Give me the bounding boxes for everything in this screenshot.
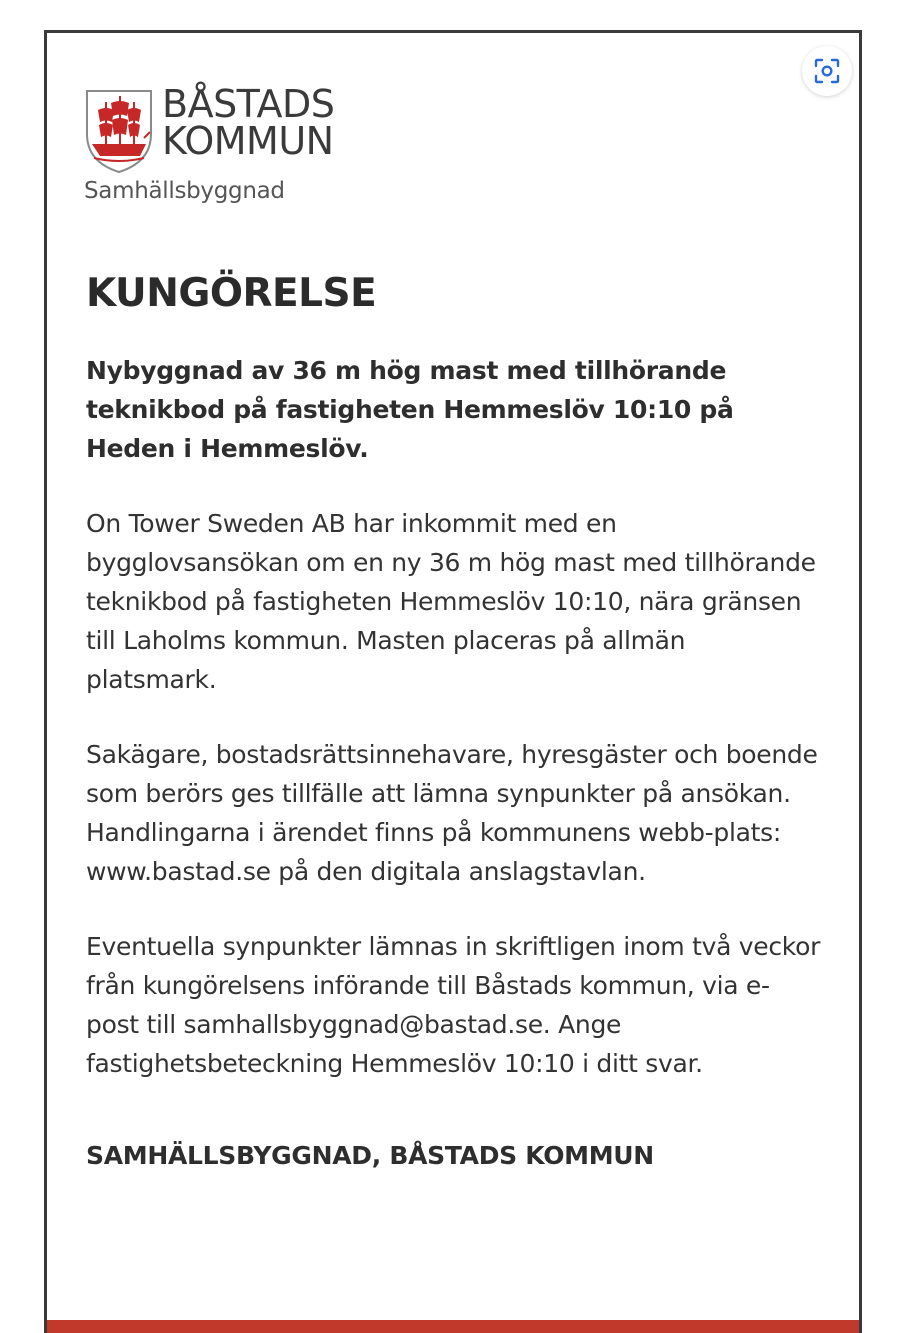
notice-paragraph-1: On Tower Sweden AB har inkommit med en bygglovsansökan om en ny 36 m hög mast med tillhörande teknikbod på fastigheten Hemmeslöv 10:10, nära gränsen till Laholms kommun. Masten placeras på allmän platsmark. [86,509,816,694]
notice-paragraph-2: Sakägare, bostadsrättsinnehavare, hyresgäster och boende som berörs ges tillfälle att lämna synpunkter på ansökan. [86,740,818,808]
notice-content [86,270,821,1170]
department-name: Samhällsbyggnad [84,178,285,204]
notice-paragraph-4: Eventuella synpunkter lämnas in skriftligen inom två veckor från kungörelsens införande till Båstads kommun, via e-post till samhallsbyggnad@bastad.se. Ange fastighetsbeteckning Hemmeslöv 10:10 i ditt svar. [86,932,821,1078]
scan-icon-glyph [813,57,841,85]
footer-accent-bar [47,1320,859,1333]
scan-icon[interactable] [802,46,852,96]
municipality-logo [84,82,384,216]
logo-line-2: KOMMUN [162,119,334,163]
notice-title: KUNGÖRELSE [86,271,377,316]
ship-coat-of-arms-icon [84,88,154,174]
notice-signature: SAMHÄLLSBYGGNAD, BÅSTADS KOMMUN [86,1141,654,1170]
logo-line-1: BÅSTADS [162,82,335,126]
municipality-name [162,82,335,163]
notice-paragraph-3: Handlingarna i ärendet finns på kommunens webb-plats: www.bastad.se på den digitala anslagstavlan. [86,818,781,886]
notice-lead: Nybyggnad av 36 m hög mast med tillhörande teknikbod på fastigheten Hemmeslöv 10:10 på Heden i Hemmeslöv. [86,356,734,463]
